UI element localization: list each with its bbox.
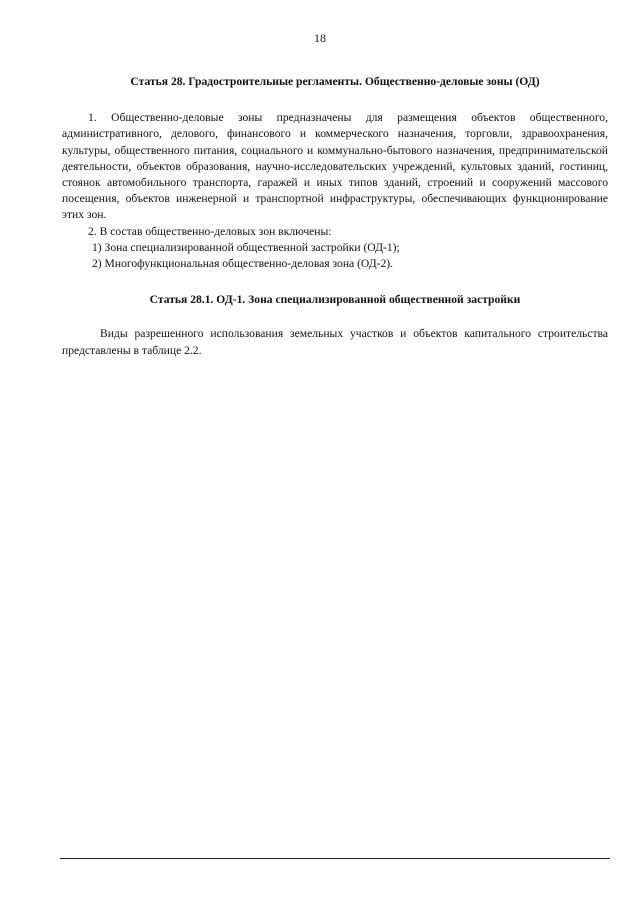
article-28-1-heading: Статья 28.1. ОД-1. Зона специализированной общественной застройки [149, 293, 521, 307]
zone-list-item-od1: 1) Зона специализированной общественной застройки (ОД-1); [92, 240, 400, 254]
document-content [62, 68, 608, 359]
zone-list-item-od2: 2) Многофункциональная общественно-деловая зона (ОД-2). [92, 257, 394, 271]
footer-divider [60, 858, 610, 859]
article-28-paragraph-1: 1. Общественно-деловые зоны предназначены для размещения объектов общественного, административного, делового, финансового и коммерческого назначения, торговли, здравоохранения, культуры, общественного питания, социального и коммунально-бытового назначения, предпринимательской деятельности, объектов образования, научно-исследовательских учреждений, культовых зданий, гостиниц, стоянок автомобильного транспорта, гаражей и иных типов зданий, строений и сооружений массового посещения, объектов инженерной и транспортной инфраструктуры, обеспечивающих функционирование этих зон. [62, 111, 608, 222]
article-28-1-paragraph-1: Виды разрешенного использования земельных участков и объектов капитального строительства представлены в таблице 2.2. [62, 327, 608, 357]
article-28-heading: Статья 28. Градостроительные регламенты. Общественно-деловые зоны (ОД) [130, 75, 540, 88]
page-number: 18 [314, 31, 326, 45]
article-28-paragraph-2: 2. В состав общественно-деловых зон включены: [88, 224, 332, 238]
